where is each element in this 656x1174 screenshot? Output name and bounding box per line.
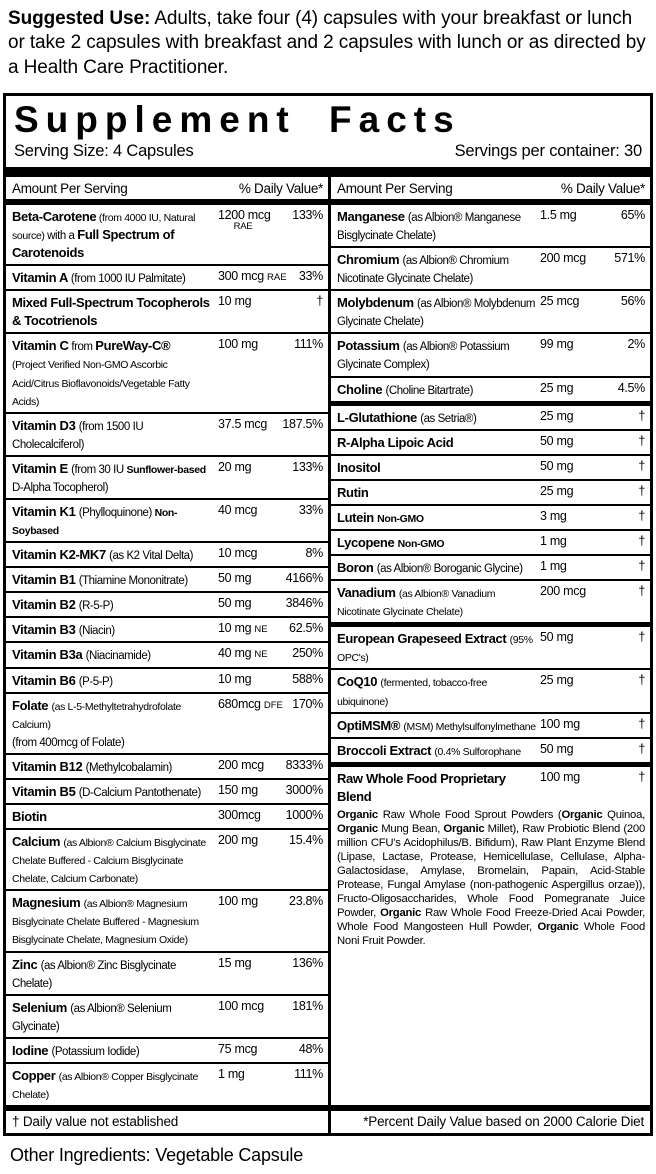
nutrient-amount: 25 mg — [540, 408, 574, 423]
nutrient-name: Vitamin B6 (P-5-P) — [12, 672, 113, 688]
nutrient-amount: 15 mg — [218, 955, 252, 970]
nutrient-name: Vitamin B3a (Niacinamide) — [12, 647, 151, 663]
table-row — [331, 670, 650, 713]
nutrient-amount: 20 mg — [218, 459, 252, 474]
divider-bar — [6, 167, 650, 177]
table-row — [331, 714, 650, 739]
nutrient-name: Magnesium (as Albion® Magnesium Bisglycinate Chelate Buffered - Magnesium Bisglycinate Chelate, Magnesium Oxide) — [12, 895, 199, 947]
left-footnote-block — [6, 1105, 328, 1133]
nutrient-name: Calcium (as Albion® Calcium Bisglycinate Chelate Buffered - Calcium Bisglycinate Chelate, Calcium Carbonate) — [12, 834, 206, 886]
nutrient-name: Vitamin K1 (Phylloquinone) Non-Soybased — [12, 503, 178, 538]
nutrient-name: Raw Whole Food Proprietary Blend — [337, 770, 506, 804]
nutrient-name: Biotin — [12, 809, 47, 824]
nutrient-amount: 200 mg — [218, 833, 258, 848]
nutrient-daily-value: † — [638, 630, 645, 645]
nutrient-name: Copper (as Albion® Copper Bisglycinate Chelate) — [12, 1067, 198, 1102]
nutrient-daily-value: 187.5% — [282, 416, 323, 431]
table-row — [331, 334, 650, 377]
table-row — [331, 406, 650, 431]
nutrient-daily-value: † — [638, 584, 645, 599]
nutrient-amount: 25 mg — [540, 380, 574, 395]
table-row — [6, 593, 328, 618]
nutrient-amount: 100 mcg — [218, 998, 264, 1013]
nutrient-daily-value: 33% — [298, 502, 323, 517]
left-rows — [6, 205, 328, 1105]
nutrient-daily-value: 8% — [305, 546, 323, 561]
table-row — [331, 739, 650, 767]
nutrient-amount: 100 mg — [218, 337, 258, 352]
nutrient-daily-value: † — [638, 716, 645, 731]
nutrient-name: Vitamin E (from 30 IU Sunflower-based D-Alpha Tocopherol) — [12, 460, 206, 494]
nutrient-name: Zinc (as Albion® Zinc Bisglycinate Chelate) — [12, 956, 176, 990]
table-row — [6, 266, 328, 291]
table-row — [6, 414, 328, 457]
table-row — [331, 506, 650, 531]
nutrient-amount: 10 mg NE — [218, 621, 268, 636]
nutrient-daily-value: 1000% — [285, 808, 323, 822]
nutrient-daily-value: 133% — [292, 207, 323, 222]
table-row — [6, 830, 328, 891]
nutrient-daily-value: 136% — [292, 955, 323, 970]
nutrient-amount: 99 mg — [540, 337, 574, 352]
nutrient-name: Vitamin K2-MK7 (as K2 Vital Delta) — [12, 547, 194, 563]
table-row — [331, 248, 650, 291]
nutrient-amount: 50 mg — [540, 630, 574, 645]
nutrient-name: Potassium (as Albion® Potassium Glycinate Complex) — [337, 338, 510, 372]
table-row — [331, 291, 650, 334]
table-row — [331, 767, 650, 952]
serving-row — [6, 140, 650, 167]
nutrient-daily-value: 8333% — [285, 757, 323, 772]
nutrient-amount: 200 mcg — [218, 757, 264, 772]
nutrient-amount: 680mcg DFE — [218, 696, 283, 711]
table-row — [331, 556, 650, 581]
nutrient-amount: 300 mcg RAE — [218, 269, 287, 284]
amount-per-serving-header: Amount Per Serving — [337, 180, 453, 196]
left-footnote: † Daily value not established — [12, 1114, 179, 1130]
nutrient-name: Vitamin B12 (Methylcobalamin) — [12, 758, 172, 774]
nutrient-amount: 25 mg — [540, 673, 574, 688]
nutrient-name: Inositol — [337, 459, 381, 475]
nutrient-name: Lycopene Non-GMO — [337, 534, 445, 550]
nutrient-amount: 200 mcg — [540, 251, 586, 266]
table-row — [331, 581, 650, 627]
suggested-use-label: Suggested Use: — [8, 8, 151, 29]
right-column-header — [331, 177, 650, 199]
nutrient-name: Vitamin D3 (from 1500 IU Cholecalciferol) — [12, 417, 144, 451]
nutrient-name: Choline (Choline Bitartrate) — [337, 381, 473, 397]
table-row — [6, 205, 328, 266]
nutrient-amount: 150 mg — [218, 782, 258, 797]
nutrient-amount: 1 mg — [540, 559, 567, 574]
nutrient-name: Manganese (as Albion® Manganese Bisglycinate Chelate) — [337, 208, 521, 242]
nutrient-daily-value: † — [638, 533, 645, 548]
table-row — [6, 457, 328, 500]
nutrient-daily-value: 111% — [294, 337, 323, 352]
nutrient-daily-value: 62.5% — [289, 621, 323, 636]
nutrient-amount: 3 mg — [540, 508, 567, 523]
nutrient-name: Vitamin A (from 1000 IU Palmitate) — [12, 270, 186, 286]
table-row — [6, 694, 328, 755]
nutrient-daily-value: † — [638, 508, 645, 523]
table-row — [6, 891, 328, 952]
suggested-use-text: Adults, take four (4) capsules with your breakfast or lunch or take 2 capsules with breakfast and 2 capsules with lunch or as directed by a Health Care Practitioner. — [8, 8, 646, 78]
nutrient-daily-value: 250% — [292, 646, 323, 661]
nutrient-amount: 50 mg — [540, 433, 574, 448]
nutrient-daily-value: 48% — [298, 1041, 323, 1056]
daily-value-header: % Daily Value* — [238, 180, 323, 196]
nutrient-amount: 40 mg NE — [218, 646, 268, 661]
daily-value-header: % Daily Value* — [560, 180, 645, 196]
nutrient-daily-value: 170% — [292, 696, 323, 711]
nutrient-name: Folate (as L-5-Methyltetrahydrofolate Calcium) (from 400mcg of Folate) — [12, 697, 182, 749]
nutrient-name: OptiMSM® (MSM) Methylsulfonylmethane — [337, 717, 536, 733]
table-row — [331, 456, 650, 481]
serving-size: Serving Size: 4 Capsules — [14, 141, 194, 160]
nutrient-name: Chromium (as Albion® Chromium Nicotinate Glycinate Chelate) — [337, 252, 509, 286]
nutrient-name: Broccoli Extract (0.4% Sulforophane — [337, 742, 521, 758]
nutrient-amount: 40 mcg — [218, 502, 258, 517]
nutrient-daily-value: † — [638, 483, 645, 498]
nutrient-daily-value: 3846% — [285, 596, 323, 611]
nutrient-name: Lutein Non-GMO — [337, 509, 424, 525]
nutrient-daily-value: 4166% — [285, 571, 323, 586]
table-row — [6, 291, 328, 334]
nutrient-amount: 50 mg — [540, 741, 574, 756]
nutrient-daily-value: † — [638, 458, 645, 473]
nutrient-amount: 75 mcg — [218, 1041, 258, 1056]
nutrient-daily-value: 3000% — [285, 782, 323, 797]
nutrient-name: Boron (as Albion® Boroganic Glycine) — [337, 560, 523, 576]
nutrient-name: Selenium (as Albion® Selenium Glycinate) — [12, 999, 172, 1033]
nutrient-daily-value: 15.4% — [289, 833, 323, 848]
table-row — [331, 627, 650, 670]
right-footnote: *Percent Daily Value based on 2000 Calorie Diet — [363, 1114, 644, 1130]
table-row — [6, 1039, 328, 1064]
nutrient-name: Vitamin B5 (D-Calcium Pantothenate) — [12, 783, 201, 799]
nutrient-amount: 37.5 mcg — [218, 416, 268, 431]
nutrient-daily-value: 588% — [292, 671, 323, 686]
table-row — [6, 334, 328, 413]
nutrient-amount: 50 mg — [218, 596, 252, 611]
nutrient-daily-value: 111% — [294, 1066, 323, 1081]
blend-description: Organic Raw Whole Food Sprout Powders (Organic Quinoa, Organic Mung Bean, Organic Millet), Raw Probiotic Blend (200 million CFU's Acidophilus/B. Bifidum), Raw Plant Enzyme Blend (Lipase, Lactase, Protease, Hemicellulase, Cellulase, Alpha-Galactosidase, Amylase, Bromelain, Papain, Acid-Stable Protease, Fungal Amylase (non-pathogenic Aspergillus orzae)), Fructo-Oligosaccharides, Whole Food Pomegranate Juice Powder, Organic Raw Whole Food Freeze-Dried Acai Powder, Whole Food Mangosteen Hull Powder, Organic Whole Food Noni Fruit Powder. — [337, 808, 645, 947]
left-column — [6, 177, 328, 1133]
table-row — [331, 431, 650, 456]
table-row — [6, 780, 328, 805]
nutrient-name: R-Alpha Lipoic Acid — [337, 434, 454, 450]
nutrient-daily-value: 133% — [292, 459, 323, 474]
facts-columns — [6, 177, 650, 1133]
amount-per-serving-header: Amount Per Serving — [12, 180, 128, 196]
nutrient-daily-value: † — [638, 741, 645, 756]
supplement-facts-panel — [3, 93, 653, 1136]
nutrient-daily-value: † — [638, 559, 645, 574]
nutrient-daily-value: † — [316, 294, 323, 309]
table-row — [6, 805, 328, 830]
table-row — [6, 500, 328, 543]
nutrient-amount: 10 mg — [218, 294, 252, 309]
table-row — [6, 953, 328, 996]
nutrient-daily-value: 65% — [620, 207, 645, 222]
nutrient-name: Iodine (Potassium Iodide) — [12, 1042, 140, 1058]
nutrient-daily-value: † — [638, 769, 645, 784]
table-row — [6, 543, 328, 568]
nutrient-name: Vitamin B3 (Niacin) — [12, 622, 115, 638]
nutrient-amount: 1.5 mg — [540, 207, 577, 222]
nutrient-name: Vitamin B1 (Thiamine Mononitrate) — [12, 572, 188, 588]
nutrient-daily-value: 181% — [292, 998, 323, 1013]
nutrient-name: Rutin — [337, 484, 369, 500]
right-column — [328, 177, 650, 1133]
panel-title: Supplement Facts — [14, 98, 461, 140]
nutrient-daily-value: 23.8% — [289, 894, 323, 909]
other-ingredients: Other Ingredients: Vegetable Capsule — [10, 1145, 303, 1166]
nutrient-amount: 10 mcg — [218, 546, 258, 561]
table-row — [6, 568, 328, 593]
nutrient-name: Beta-Carotene (from 4000 IU, Natural source) with a Full Spectrum of Carotenoids — [12, 208, 196, 261]
nutrient-name: European Grapeseed Extract (95% OPC's) — [337, 631, 533, 665]
table-row — [6, 618, 328, 643]
table-row — [331, 205, 650, 248]
nutrient-daily-value: 4.5% — [617, 380, 645, 395]
right-footnote-block — [331, 1105, 650, 1133]
nutrient-amount: 1200 mcg RAE — [218, 207, 271, 232]
nutrient-name: Vitamin B2 (R-5-P) — [12, 597, 114, 613]
table-row — [6, 996, 328, 1039]
nutrient-daily-value: † — [638, 673, 645, 688]
table-row — [6, 1064, 328, 1105]
table-row — [6, 755, 328, 780]
suggested-use-paragraph — [0, 0, 656, 84]
nutrient-amount: 100 mg — [540, 716, 580, 731]
left-column-header — [6, 177, 328, 199]
table-row — [6, 643, 328, 668]
right-rows — [331, 205, 650, 952]
nutrient-name: Mixed Full-Spectrum Tocopherols & Tocotrienols — [12, 295, 210, 329]
table-row — [331, 481, 650, 506]
nutrient-daily-value: † — [638, 408, 645, 423]
table-row — [331, 378, 650, 406]
nutrient-amount: 200 mcg — [540, 584, 586, 599]
nutrient-daily-value: 56% — [620, 294, 645, 309]
nutrient-daily-value: 2% — [627, 337, 645, 352]
nutrient-daily-value: † — [638, 433, 645, 448]
nutrient-amount: 100 mg — [218, 894, 258, 909]
nutrient-amount: 50 mg — [218, 571, 252, 586]
nutrient-name: L-Glutathione (as Setria®) — [337, 409, 477, 425]
nutrient-daily-value: 33% — [298, 269, 323, 284]
nutrient-amount: 25 mcg — [540, 294, 580, 309]
nutrient-amount: 25 mg — [540, 483, 574, 498]
nutrient-amount: 1 mg — [218, 1066, 245, 1081]
nutrient-name: Vitamin C from PureWay-C® (Project Verified Non-GMO Ascorbic Acid/Citrus Bioflavonoids/Vegetable Fatty Acids) — [12, 338, 190, 408]
nutrient-amount: 1 mg — [540, 533, 567, 548]
table-row — [6, 669, 328, 694]
nutrient-amount: 50 mg — [540, 458, 574, 473]
nutrient-name: Vanadium (as Albion® Vanadium Nicotinate Glycinate Chelate) — [337, 585, 496, 619]
nutrient-daily-value: 571% — [614, 251, 645, 266]
table-row — [331, 531, 650, 556]
nutrient-amount: 100 mg — [540, 769, 580, 784]
nutrient-name: CoQ10 (fermented, tobacco-free ubiquinone) — [337, 674, 487, 708]
nutrient-amount: 300mcg — [218, 808, 261, 822]
servings-per-container: Servings per container: 30 — [454, 141, 642, 160]
nutrient-amount: 10 mg — [218, 671, 252, 686]
nutrient-name: Molybdenum (as Albion® Molybdenum Glycinate Chelate) — [337, 295, 536, 329]
